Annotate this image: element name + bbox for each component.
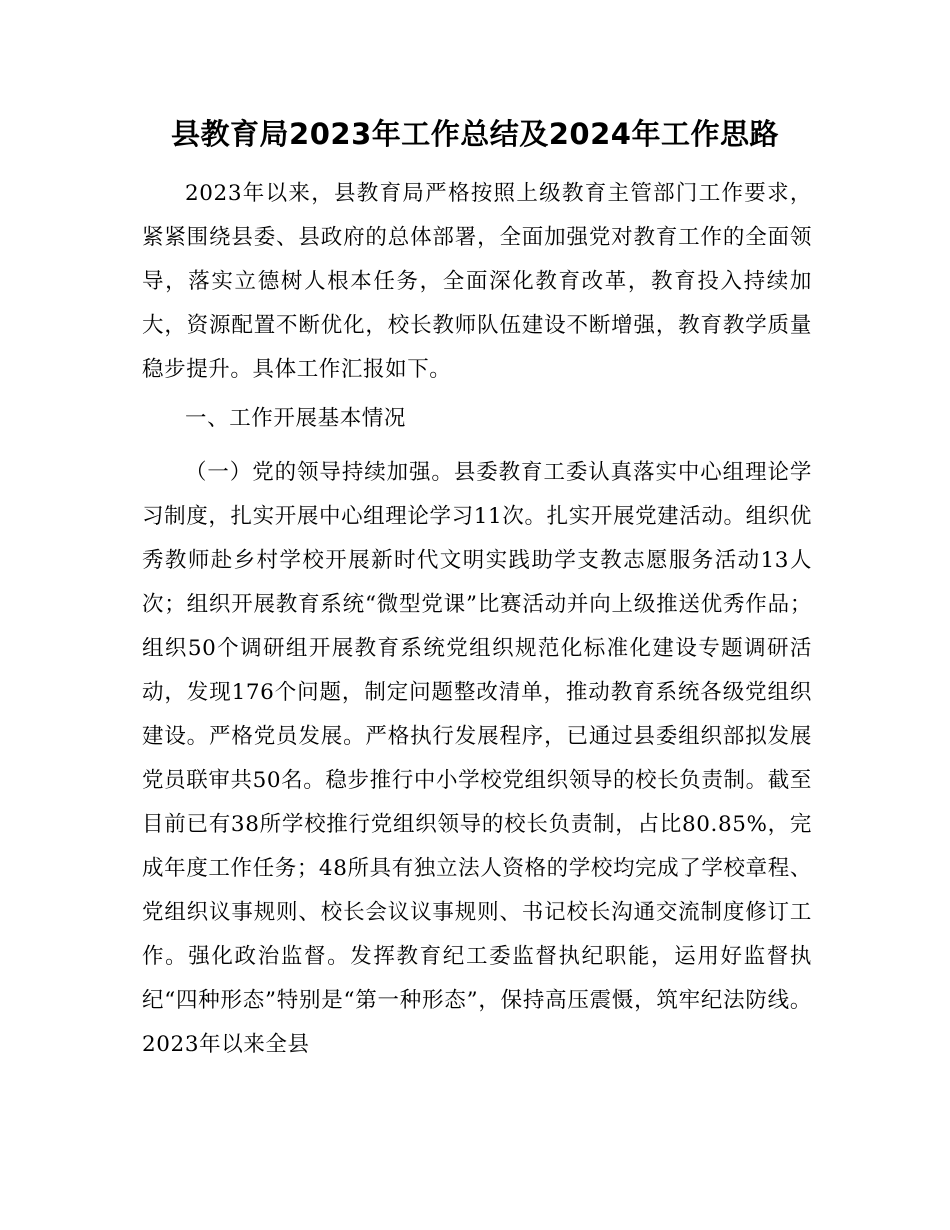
document-title: 县教育局2023年工作总结及2024年工作思路 [171, 117, 779, 151]
section-heading: 一、工作开展基本情况 [185, 406, 407, 431]
intro-paragraph: 2023年以来，县教育局严格按照上级教育主管部门工作要求，紧紧围绕县委、县政府的总体部署，全面加强党对教育工作的全面领导，落实立德树人根本任务，全面深化教育改革，教育投入持续加大，资源配置不断优化，校长教师队伍建设不断增强，教育教学质量稳步提升。具体工作汇报如下。 [142, 181, 812, 382]
section-paragraph: （一）党的领导持续加强。县委教育工委认真落实中心组理论学习制度，扎实开展中心组理论学习11次。扎实开展党建活动。组织优秀教师赴乡村学校开展新时代文明实践助学支教志愿服务活动13人次；组织开展教育系统“微型党课”比赛活动并向上级推送优秀作品；组织50个调研组开展教育系统党组织规范化标准化建设专题调研活动，发现176个问题，制定问题整改清单，推动教育系统各级党组织建设。严格党员发展。严格执行发展程序，已通过县委组织部拟发展党员联审共50名。稳步推行中小学校党组织领导的校长负责制。截至目前已有38所学校推行党组织领导的校长负责制，占比80.85%，完成年度工作任务；48所具有独立法人资格的学校均完成了学校章程、党组织议事规则、校长会议议事规则、书记校长沟通交流制度修订工作。强化政治监督。发挥教育纪工委监督执纪职能，运用好监督执纪“四种形态”特别是“第一种形态”，保持高压震慑，筑牢纪法防线。2023年以来全县 [142, 460, 812, 1057]
